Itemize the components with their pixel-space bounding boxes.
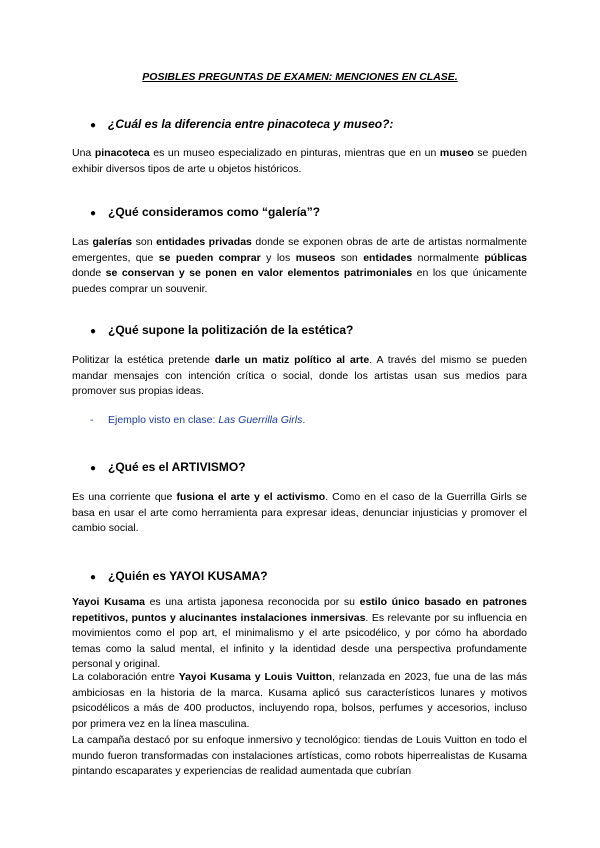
question-text: ¿Qué supone la politización de la estética? [108,323,354,337]
question-text: ¿Cuál es la diferencia entre pinacoteca y museo?: [108,117,394,131]
question-kusama [90,569,268,583]
question-text: ¿Qué es el ARTIVISMO? [108,460,246,474]
answer-kusama-lv: La colaboración entre Yayoi Kusama y Louis Vuitton, relanzada en 2023, fue una de las más ambiciosas en la historia de la marca. Kusama aplicó sus característicos lunares y motivos psicodélicos a más de 400 productos, incluyendo ropa, bolsos, perfumes y accesorios, incluso por primera vez en la línea masculina. [72,671,527,730]
bullet-icon: ● [90,120,97,131]
question-text: ¿Qué consideramos como “galería”? [108,205,321,219]
bullet-icon: ● [90,463,97,474]
answer-galeria: Las galerías son entidades privadas donde se exponen obras de arte de artistas normalmente emergentes, que se pueden comprar y los museos son entidades normalmente públicas donde se conservan y se ponen en valor elementos patrimoniales en los que únicamente puedes comprar un souvenir. [72,236,527,295]
question-artivismo [90,460,246,474]
bullet-icon: ● [90,326,97,337]
question-galeria [90,205,320,219]
bullet-icon: ● [90,208,97,219]
answer-politizacion: Politizar la estética pretende darle un matiz político al arte. A través del mismo se pueden mandar mensajes con intención crítica o social, donde los artistas usan sus medios para promover sus propias ideas. [72,354,527,397]
answer-kusama-campaign: La campaña destacó por su enfoque inmersivo y tecnológico: tiendas de Louis Vuitton en todo el mundo fueron transformadas con instalaciones artísticas, como robots hiperrealistas de Kusama pintando escaparates y experiencias de realidad aumentada que cubrían [72,734,527,777]
page-title: POSIBLES PREGUNTAS DE EXAMEN: MENCIONES EN CLASE. [142,71,458,83]
dash-marker: - [90,414,94,426]
answer-kusama-intro: Yayoi Kusama es una artista japonesa reconocida por su estilo único basado en patrones repetitivos, puntos y alucinantes instalaciones inmersivas. Es relevante por su influencia en movimientos como el pop art, el minimalismo y el arte psicodélico, y por cómo ha abordado temas como la salud mental, el infinito y la identidad desde una perspectiva profundamente personal y original. [72,596,527,670]
answer-artivismo: Es una corriente que fusiona el arte y el activismo. Como en el caso de la Guerrilla Girls se basa en usar el arte como herramienta para expresar ideas, denunciar injusticias y promover el cambio social. [72,491,527,534]
example-guerrilla-girls[interactable]: - Ejemplo visto en clase: Las Guerrilla Girls. [90,414,306,426]
question-pinacoteca [90,117,393,131]
answer-pinacoteca: Una pinacoteca es un museo especializado en pinturas, mientras que en un museo se pueden exhibir diversos tipos de arte u objetos históricos. [72,147,527,175]
question-text: ¿Quién es YAYOI KUSAMA? [108,569,268,583]
question-politizacion [90,323,353,337]
bullet-icon: ● [90,572,97,583]
